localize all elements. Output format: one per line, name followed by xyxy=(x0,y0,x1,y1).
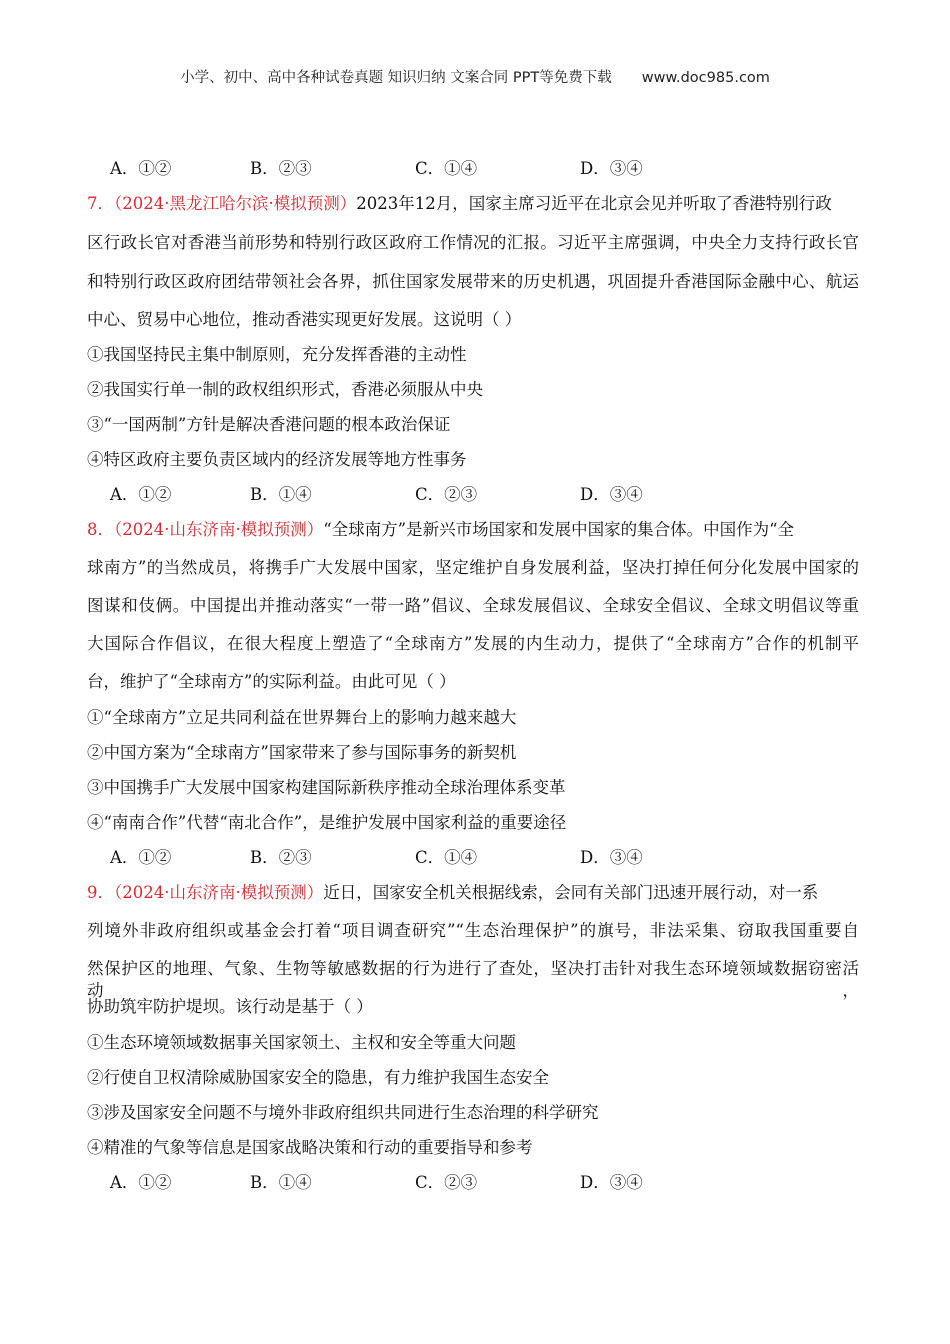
q7-option-c[interactable]: C．②③ xyxy=(415,485,478,504)
q8-stem-line-5: 台，维护了“全球南方”的实际利益。由此可见（ ） xyxy=(87,672,456,691)
q7-stem-line-1 xyxy=(87,193,832,215)
q8-source: （2024·山东济南·模拟预测） xyxy=(114,520,324,539)
q8-number: 8． xyxy=(87,520,114,539)
q7-item-2: ②我国实行单一制的政权组织形式，香港必须服从中央 xyxy=(87,380,483,399)
q9-item-1: ①生态环境领域数据事关国家领土、主权和安全等重大问题 xyxy=(87,1033,516,1052)
q9-item-4: ④精准的气象等信息是国家战略决策和行动的重要指导和参考 xyxy=(87,1138,533,1157)
q7-option-a[interactable]: A．①② xyxy=(110,485,172,504)
q8-stem-line-2: 球南方”的当然成员，将携手广大发展中国家，坚定维护自身发展利益，坚决打掉任何分化发展中国家的 xyxy=(87,558,859,577)
q9-stem-line-2: 列境外非政府组织或基金会打着“项目调查研究”“生态治理保护”的旗号，非法采集、窃取我国重要自 xyxy=(87,921,859,940)
q6-option-a[interactable]: A．①② xyxy=(110,159,172,178)
q8-item-1: ①“全球南方”立足共同利益在世界舞台上的影响力越来越大 xyxy=(87,708,517,727)
q6-option-d[interactable]: D．③④ xyxy=(580,159,643,178)
q9-option-d[interactable]: D．③④ xyxy=(580,1173,643,1192)
header-text: 小学、初中、高中各种试卷真题 知识归纳 文案合同 PPT等免费下载 xyxy=(180,70,612,86)
q8-item-3: ③中国携手广大发展中国家构建国际新秩序推动全球治理体系变革 xyxy=(87,778,566,797)
q7-item-4: ④特区政府主要负责区域内的经济发展等地方性事务 xyxy=(87,450,467,469)
q7-option-d[interactable]: D．③④ xyxy=(580,485,643,504)
q8-item-2: ②中国方案为“全球南方”国家带来了参与国际事务的新契机 xyxy=(87,743,517,762)
q7-stem-line-2: 区行政长官对香港当前形势和特别行政区政府工作情况的汇报。习近平主席强调，中央全力支持行政长官 xyxy=(87,233,859,252)
q9-item-3: ③涉及国家安全问题不与境外非政府组织共同进行生态治理的科学研究 xyxy=(87,1103,599,1122)
q8-option-b[interactable]: B．②③ xyxy=(250,848,312,867)
q9-option-a[interactable]: A．①② xyxy=(110,1173,172,1192)
q6-option-c[interactable]: C．①④ xyxy=(415,159,478,178)
q7-stem-line-4: 中心、贸易中心地位，推动香港实现更好发展。这说明（ ） xyxy=(87,310,522,329)
q9-stem-line-3: 然保护区的地理、气象、生物等敏感数据的行为进行了查处，坚决打击针对我生态环境领域数据窃密活动， xyxy=(87,959,859,1000)
q8-stem-text: “全球南方”是新兴市场国家和发展中国家的集合体。中国作为“全 xyxy=(323,520,795,539)
q8-option-c[interactable]: C．①④ xyxy=(415,848,478,867)
q8-option-a[interactable]: A．①② xyxy=(110,848,172,867)
q6-option-b[interactable]: B．②③ xyxy=(250,159,312,178)
q7-number: 7． xyxy=(87,194,114,213)
page-header xyxy=(0,66,950,87)
q8-item-4: ④“南南合作”代替“南北合作”，是维护发展中国家利益的重要途径 xyxy=(87,813,567,832)
q9-option-b[interactable]: B．①④ xyxy=(250,1173,312,1192)
q7-item-3: ③“一国两制”方针是解决香港问题的根本政治保证 xyxy=(87,415,451,434)
q9-source: （2024·山东济南·模拟预测） xyxy=(114,883,324,902)
q9-option-c[interactable]: C．②③ xyxy=(415,1173,478,1192)
q9-item-2: ②行使自卫权清除威胁国家安全的隐患，有力维护我国生态安全 xyxy=(87,1068,549,1087)
header-site-link[interactable]: www.doc985.com xyxy=(641,70,770,86)
q9-stem-line-4: 协助筑牢防护堤坝。该行动是基于（ ） xyxy=(87,997,373,1016)
q7-stem-line-3: 和特别行政区政府团结带领社会各界，抓住国家发展带来的历史机遇，巩固提升香港国际金融中心、航运 xyxy=(87,272,859,291)
q8-stem-line-4: 大国际合作倡议，在很大程度上塑造了“全球南方”发展的内生动力，提供了“全球南方”合作的机制平 xyxy=(87,634,859,653)
q8-stem-line-1 xyxy=(87,519,794,541)
q7-item-1: ①我国坚持民主集中制原则，充分发挥香港的主动性 xyxy=(87,345,467,364)
q8-stem-line-3: 图谋和伎俩。中国提出并推动落实“一带一路”倡议、全球发展倡议、全球安全倡议、全球文明倡议等重 xyxy=(87,596,859,615)
q9-number: 9． xyxy=(87,883,114,902)
q9-stem-line-1 xyxy=(87,882,818,904)
q7-source: （2024·黑龙江哈尔滨·模拟预测） xyxy=(114,194,357,213)
q9-stem-text: 近日，国家安全机关根据线索，会同有关部门迅速开展行动，对一系 xyxy=(323,883,819,902)
q8-option-d[interactable]: D．③④ xyxy=(580,848,643,867)
q7-stem-text: 2023年12月，国家主席习近平在北京会见并听取了香港特别行政 xyxy=(356,194,832,213)
q7-option-b[interactable]: B．①④ xyxy=(250,485,312,504)
